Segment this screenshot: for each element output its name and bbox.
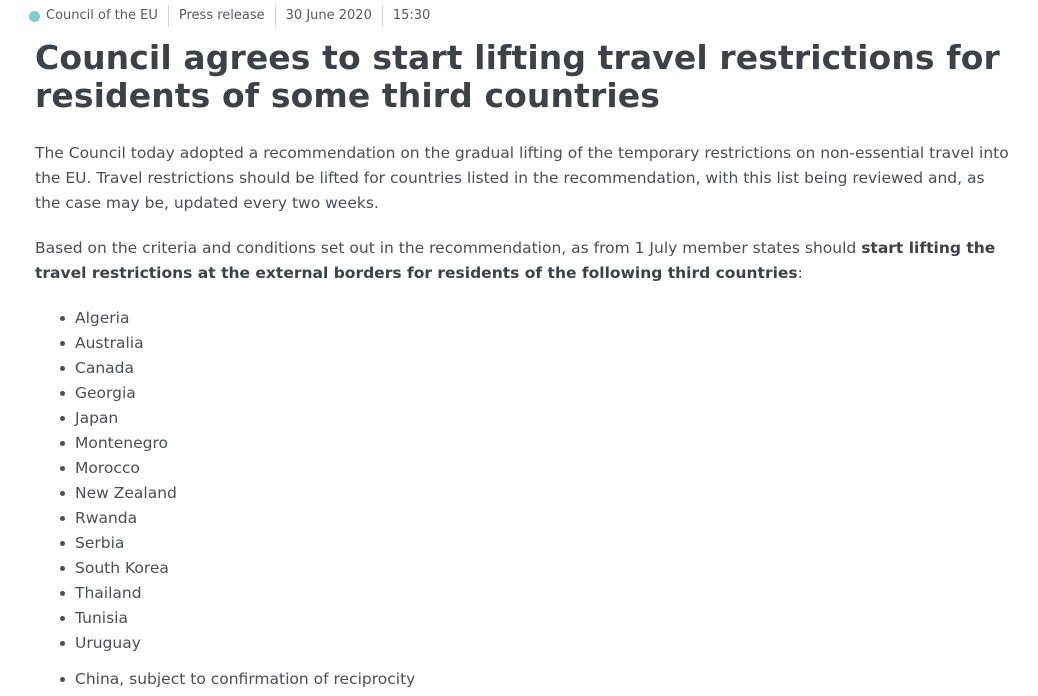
list-item: South Korea <box>75 556 1019 581</box>
list-item: Tunisia <box>75 606 1019 631</box>
list-item: New Zealand <box>75 481 1019 506</box>
list-item: Georgia <box>75 381 1019 406</box>
criteria-text: Based on the criteria and conditions set out in the recommendation, as from 1 July member states should <box>35 239 862 257</box>
list-item: Canada <box>75 356 1019 381</box>
meta-time: 15:30 <box>382 5 440 27</box>
list-item: Algeria <box>75 306 1019 331</box>
list-item: Australia <box>75 331 1019 356</box>
meta-source-label: Council of the EU <box>46 8 158 23</box>
country-list <box>35 306 1019 656</box>
press-release-page <box>29 0 1019 692</box>
page-title: Council agrees to start lifting travel restrictions for residents of some third countries <box>35 38 1000 115</box>
extra-country-list <box>35 667 1019 692</box>
meta-type[interactable]: Press release <box>168 5 275 27</box>
criteria-bold-text: start lifting the travel restrictions at the external borders for residents of the following third countries <box>35 239 996 282</box>
list-item: Morocco <box>75 456 1019 481</box>
meta-bar <box>29 0 1019 32</box>
meta-source[interactable] <box>29 5 168 27</box>
criteria-paragraph <box>35 236 1010 286</box>
list-item: Montenegro <box>75 431 1019 456</box>
list-item: China, subject to confirmation of reciprocity <box>75 667 1019 692</box>
list-item: Thailand <box>75 581 1019 606</box>
list-item: Rwanda <box>75 506 1019 531</box>
intro-paragraph: The Council today adopted a recommendation on the gradual lifting of the temporary restrictions on non-essential travel into the EU. Travel restrictions should be lifted for countries listed in the recommendation, with this list being reviewed and, as the case may be, updated every two weeks. <box>35 144 1009 212</box>
list-item: Japan <box>75 406 1019 431</box>
meta-date: 30 June 2020 <box>275 5 382 27</box>
criteria-suffix: : <box>797 264 803 282</box>
list-item: Serbia <box>75 531 1019 556</box>
list-item: Uruguay <box>75 631 1019 656</box>
source-dot-icon <box>29 11 40 22</box>
